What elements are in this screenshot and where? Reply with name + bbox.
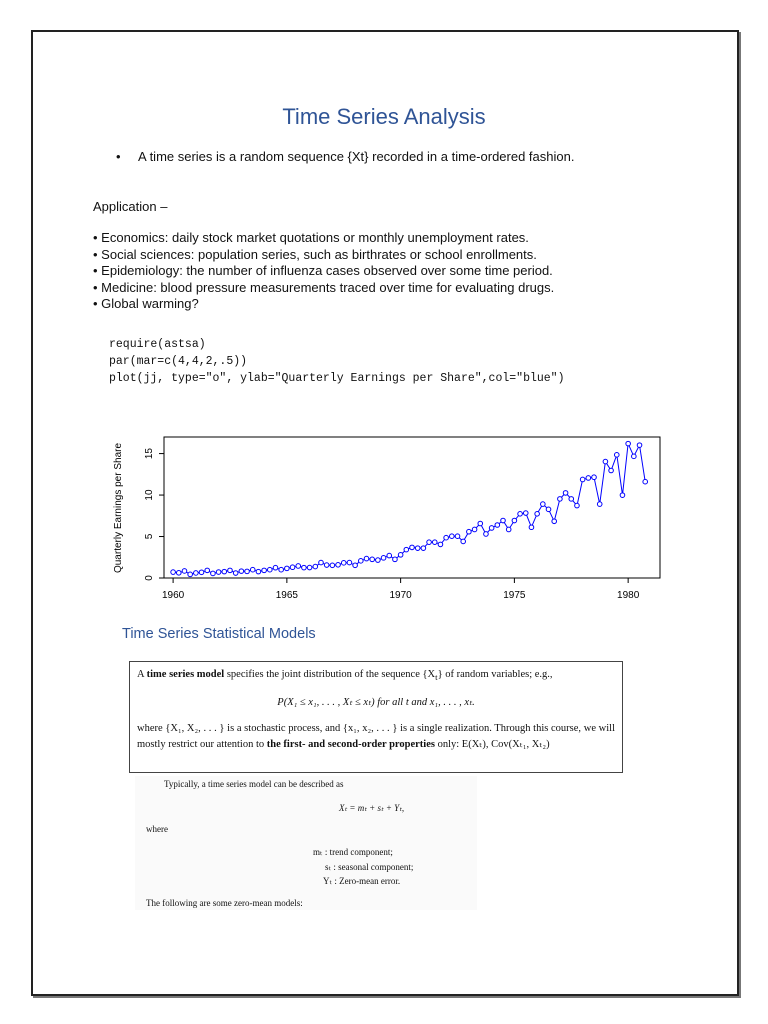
data-point [279,567,284,572]
data-point [637,443,642,448]
data-point [484,532,489,537]
data-point [290,565,295,570]
data-point [199,570,204,575]
data-point [381,556,386,561]
definition-box [129,661,623,773]
data-point [370,557,375,562]
y-axis-label: Quarterly Earnings per Share [113,442,124,574]
model-intro: Typically, a time series model can be described as [164,779,344,789]
data-point [535,512,540,517]
data-point [364,556,369,561]
text-run: A [137,669,147,680]
data-point [250,567,255,572]
data-point [552,519,557,524]
data-point [472,527,477,532]
realization-paragraph [137,721,615,753]
data-point [336,563,341,568]
data-point [387,553,392,558]
data-point [455,534,460,539]
x-tick-label: 1980 [617,590,640,601]
data-point [597,502,602,507]
data-point [603,459,608,464]
data-point [632,454,637,459]
data-point [427,540,432,545]
data-point [239,569,244,574]
x-tick-label: 1965 [275,590,298,601]
code-line: par(mar=c(4,4,2,.5)) [109,355,248,368]
plot-frame [164,437,660,578]
data-point [313,564,318,569]
data-point [461,539,466,544]
data-point [296,564,301,569]
data-point [467,529,472,534]
y-tick-label: 10 [144,489,155,501]
data-point [285,566,290,571]
data-point [393,557,398,562]
data-point [176,570,181,575]
list-item: • Medicine: blood pressure measurements traced over time for evaluating drugs. [93,279,555,295]
data-point [643,479,648,484]
data-point [614,453,619,458]
data-point [444,535,449,540]
subscript: t [435,672,438,683]
data-point [330,563,335,568]
list-item: • Epidemiology: the number of influenza cases observed over some time period. [93,263,553,278]
list-item: • Economics: daily stock market quotations or monthly unemployment rates. [93,230,529,245]
data-point [495,523,500,528]
x-tick-label: 1960 [161,590,185,601]
data-point [558,497,563,502]
data-point [501,518,506,523]
text-run: } of random variables; e.g., [437,669,553,680]
model-equation: Xₜ = mₜ + sₜ + Yₜ, [339,803,405,813]
data-point [307,565,312,570]
data-point [398,553,403,558]
data-point [523,511,528,516]
data-point [478,521,483,526]
series-line [173,444,645,575]
data-point [188,572,193,577]
data-point [404,547,409,552]
data-point [216,570,221,575]
code-line: require(astsa) [109,338,206,351]
data-point [182,569,187,574]
data-point [620,493,625,498]
joint-distribution-equation: P(X₁ ≤ x₁, . . . , Xₜ ≤ xₜ) for all t and x₁, . . . , xₜ. [277,697,475,709]
bullet-dot: • [116,149,121,164]
seasonal-component: sₜ : seasonal component; [325,862,414,872]
data-point [256,569,261,574]
code-line: plot(jj, type="o", ylab="Quarterly Earnings per Share",col="blue") [109,372,565,385]
definition-paragraph [137,667,615,685]
data-point [233,571,238,576]
data-point [341,561,346,566]
y-tick-label: 15 [144,448,155,460]
model-box [135,776,477,910]
bullet-text: A time series is a random sequence {Xt} recorded in a time-ordered fashion. [138,149,575,164]
data-point [489,526,494,531]
data-point [324,563,329,568]
data-point [194,571,199,576]
page-title: Time Series Analysis [282,104,486,129]
application-list [93,230,554,313]
earnings-chart [108,430,668,610]
data-point [376,558,381,563]
definition-bullet [116,149,574,164]
data-point [211,571,216,576]
x-tick-label: 1975 [503,590,526,601]
data-point [541,502,546,507]
data-point [563,491,568,496]
data-point [319,560,324,565]
bold-term: time series model [146,669,225,680]
data-point [546,507,551,512]
y-tick-label: 5 [144,533,155,540]
data-point [353,563,358,568]
data-point [580,477,585,482]
where-label: where [146,824,168,834]
data-point [171,570,176,575]
data-point [569,497,574,502]
data-point [273,565,278,570]
data-point [626,441,631,446]
data-point [415,546,420,551]
data-point [432,540,437,545]
error-component: Yₜ : Zero-mean error. [323,876,401,886]
data-point [421,546,426,551]
model-outro: The following are some zero-mean models: [146,898,303,908]
bold-term: the first- and second-order properties [266,739,435,751]
data-point [410,545,415,550]
y-tick-label: 0 [144,575,155,581]
data-point [512,518,517,523]
text-run: where {X₁, X₂, . . . } is a stochastic process, and {x₁, x₂, . . . } is a single realization. Through this course, we will mostly restrict our attention to [137,723,615,751]
list-item: • Social sciences: population series, such as birthrates or school enrollments. [93,246,537,262]
data-point [438,542,443,547]
text-run: specifies the joint distribution of the sequence {X [224,669,436,680]
data-point [359,559,364,564]
data-point [302,565,307,570]
data-point [586,476,591,481]
trend-component: mₜ : trend component; [313,847,393,857]
data-point [228,568,233,573]
data-point [222,569,227,574]
section-subtitle: Time Series Statistical Models [122,626,316,642]
data-point [506,527,511,532]
data-point [267,567,272,572]
data-point [592,475,597,480]
data-point [347,560,352,565]
data-point [575,503,580,508]
data-point [609,468,614,473]
data-point [518,512,523,517]
text-run: only: E(Xₜ), Cov(Xₜ₁, Xₜ₂) [434,739,550,751]
application-heading: Application – [93,199,168,214]
x-tick-label: 1970 [389,590,412,601]
data-point [450,534,455,539]
list-item: • Global warming? [93,296,199,311]
data-point [245,569,250,574]
code-block [109,336,564,387]
data-point [205,568,210,573]
data-point [529,525,534,530]
data-point [262,568,267,573]
